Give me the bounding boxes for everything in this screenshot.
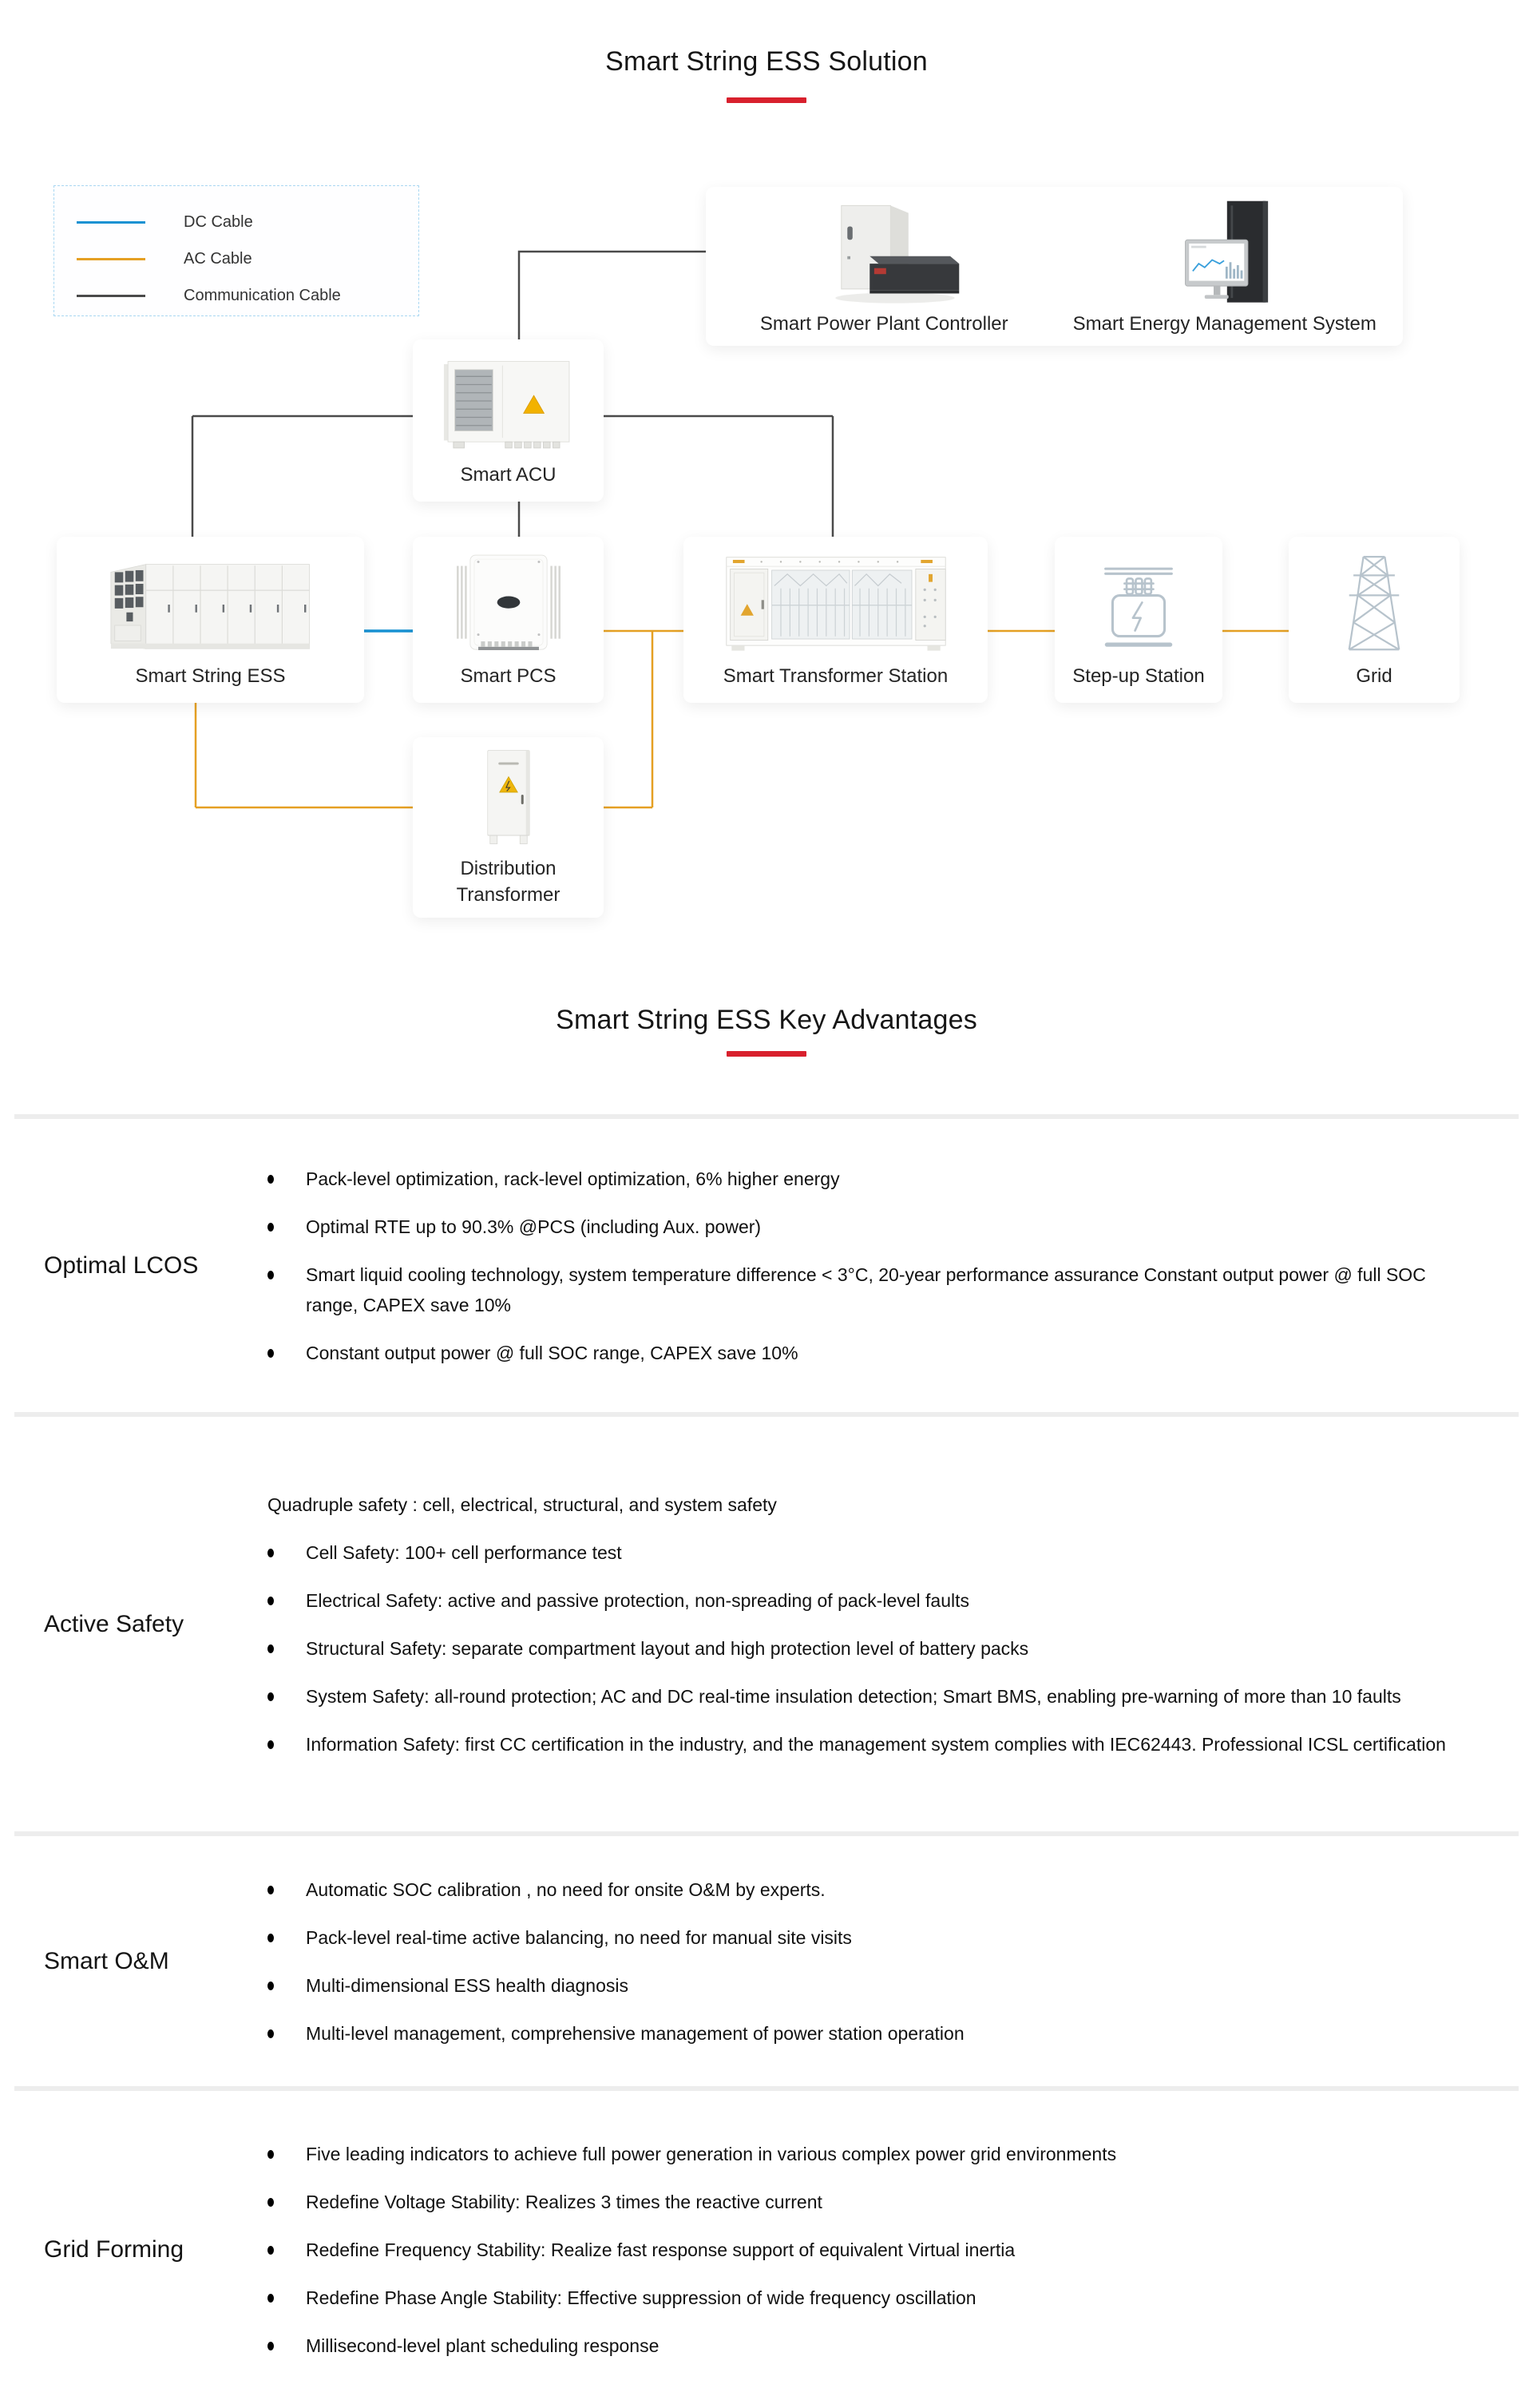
bullet-dot <box>267 2246 274 2255</box>
node-smart-power-plant-controller <box>714 187 1055 346</box>
bullet-item <box>267 1212 1457 1242</box>
smart-power-plant-controller-label: Smart Power Plant Controller <box>759 313 1008 335</box>
bullet-text: Constant output power @ full SOC range, CAPEX save 10% <box>306 1342 798 1363</box>
node-smart-energy-management-system <box>1055 187 1396 346</box>
advantage-category-label: Smart O&M <box>44 1947 169 1974</box>
smart-energy-management-system-image <box>1055 187 1396 312</box>
smart-transformer-station-image <box>683 537 988 664</box>
node-distribution-transformer <box>413 737 604 918</box>
bullet-text: Optimal RTE up to 90.3% @PCS (including Aux. power) <box>306 1216 762 1237</box>
distribution-transformer-label-line2: Transformer <box>456 884 561 906</box>
bullet-item <box>267 1970 1457 2001</box>
bullet-text: Redefine Voltage Stability: Realizes 3 times the reactive current <box>306 2191 822 2212</box>
bullet-item <box>267 2283 1457 2313</box>
bullet-dot <box>267 1597 274 1605</box>
bullet-text: Quadruple safety : cell, electrical, structural, and system safety <box>267 1494 777 1515</box>
bullet-dot <box>267 2342 274 2350</box>
legend-row-ac <box>77 244 418 274</box>
grid-tower-icon <box>1289 537 1460 664</box>
bullet-item <box>267 1490 1457 1520</box>
bullet-item <box>267 2187 1457 2217</box>
advantage-category-label: Optimal LCOS <box>44 1252 199 1279</box>
bullet-dot <box>267 1934 274 1942</box>
bullet-item <box>267 1164 1457 1194</box>
advantage-row-grid-forming <box>0 2091 1533 2408</box>
bullet-item <box>267 1260 1457 1320</box>
step-up-station-icon <box>1055 537 1222 664</box>
bullet-dot <box>267 2294 274 2303</box>
bullet-dot <box>267 1692 274 1701</box>
node-smart-transformer-station <box>683 537 988 703</box>
node-smart-acu <box>413 339 604 502</box>
bullet-dot <box>267 1223 274 1232</box>
node-grid <box>1289 537 1460 703</box>
bullet-text: Multi-dimensional ESS health diagnosis <box>306 1974 628 1996</box>
smart-string-ess-image <box>57 537 364 664</box>
smart-pcs-image <box>413 537 604 664</box>
management-card <box>706 187 1403 346</box>
bullet-dot <box>267 1349 274 1358</box>
bullet-text: Pack-level real-time active balancing, no need for manual site visits <box>306 1926 852 1948</box>
bullet-dot <box>267 1886 274 1894</box>
legend-row-dc <box>77 207 418 237</box>
bullet-item <box>267 1729 1457 1759</box>
bullet-dot <box>267 2029 274 2038</box>
bullet-text: Cell Safety: 100+ cell performance test <box>306 1541 622 1563</box>
smart-energy-management-system-label: Smart Energy Management System <box>1072 313 1377 335</box>
smart-acu-image <box>413 339 604 463</box>
bullet-text: Redefine Frequency Stability: Realize fast response support of equivalent Virtual inertia <box>306 2239 1016 2260</box>
advantage-bullet-list <box>267 1119 1481 1412</box>
grid-label: Grid <box>1356 665 1392 687</box>
legend-label: AC Cable <box>184 249 252 268</box>
smart-pcs-label: Smart PCS <box>460 665 557 687</box>
smart-power-plant-controller-image <box>714 187 1055 312</box>
bullet-item <box>267 1537 1457 1568</box>
bullet-dot <box>267 1175 274 1184</box>
bullet-text: Redefine Phase Angle Stability: Effective suppression of wide frequency oscillation <box>306 2287 976 2308</box>
bullet-text: Electrical Safety: active and passive protection, non-spreading of pack-level faults <box>306 1589 969 1611</box>
bullet-item <box>267 1633 1457 1664</box>
smart-string-ess-label: Smart String ESS <box>135 665 286 687</box>
bullet-item <box>267 1681 1457 1712</box>
advantage-category-label: Active Safety <box>44 1610 184 1637</box>
distribution-transformer-image <box>413 737 604 855</box>
distribution-transformer-label-line1: Distribution <box>460 858 557 879</box>
bullet-dot <box>267 1740 274 1749</box>
advantage-bullet-list <box>267 2091 1481 2408</box>
advantages-title-underline <box>727 1051 806 1057</box>
connection-lines <box>0 0 1533 966</box>
bullet-dot <box>267 2150 274 2159</box>
solution-title: Smart String ESS Solution <box>605 46 928 77</box>
node-step-up-station <box>1055 537 1222 703</box>
advantage-bullet-list <box>267 1417 1481 1831</box>
bullet-item <box>267 2139 1457 2169</box>
node-smart-pcs <box>413 537 604 703</box>
bullet-item <box>267 1338 1457 1368</box>
communication-cable-swatch <box>77 295 145 297</box>
bullet-item <box>267 1922 1457 1953</box>
bullet-dot <box>267 2198 274 2207</box>
node-smart-string-ess <box>57 537 364 703</box>
bullet-text: Pack-level optimization, rack-level optimization, 6% higher energy <box>306 1168 840 1189</box>
advantages-title: Smart String ESS Key Advantages <box>556 1005 977 1035</box>
bullet-text: Millisecond-level plant scheduling response <box>306 2335 660 2356</box>
advantage-row-optimal-lcos <box>0 1119 1533 1412</box>
bullet-text: Information Safety: first CC certification in the industry, and the management system complies with IEC62443. Professional ICSL certification <box>306 1733 1446 1755</box>
dc-cable-swatch <box>77 221 145 224</box>
bullet-dot <box>267 1982 274 1990</box>
smart-acu-label: Smart ACU <box>460 464 557 486</box>
legend-label: DC Cable <box>184 212 253 231</box>
cable-legend <box>53 185 419 316</box>
bullet-item <box>267 2018 1457 2049</box>
bullet-dot <box>267 1644 274 1653</box>
bullet-dot <box>267 1549 274 1557</box>
legend-row-comm <box>77 280 418 311</box>
bullet-text: System Safety: all-round protection; AC and DC real-time insulation detection; Smart BMS, enabling pre-warning of more than 10 faults <box>306 1685 1401 1707</box>
bullet-dot <box>267 1271 274 1279</box>
bullet-item <box>267 2331 1457 2361</box>
bullet-text: Five leading indicators to achieve full power generation in various complex power grid environments <box>306 2143 1117 2164</box>
bullet-text: Structural Safety: separate compartment layout and high protection level of battery packs <box>306 1637 1029 1659</box>
advantage-row-active-safety <box>0 1417 1533 1831</box>
bullet-item <box>267 1874 1457 1905</box>
bullet-item <box>267 1585 1457 1616</box>
advantage-bullet-list <box>267 1836 1481 2086</box>
bullet-text: Automatic SOC calibration , no need for onsite O&M by experts. <box>306 1878 826 1900</box>
bullet-item <box>267 2235 1457 2265</box>
distribution-transformer-label <box>457 855 561 908</box>
advantage-row-smart-om <box>0 1836 1533 2086</box>
smart-transformer-station-label: Smart Transformer Station <box>723 665 949 687</box>
bullet-text: Multi-level management, comprehensive management of power station operation <box>306 2022 965 2044</box>
ac-cable-swatch <box>77 258 145 260</box>
advantage-category-label: Grid Forming <box>44 2235 184 2263</box>
bullet-text: Smart liquid cooling technology, system temperature difference < 3°C, 20-year performance assurance Constant output power @ full SOC range, CAPEX save 10% <box>306 1264 1426 1315</box>
legend-label: Communication Cable <box>184 286 341 304</box>
step-up-station-label: Step-up Station <box>1072 665 1205 687</box>
